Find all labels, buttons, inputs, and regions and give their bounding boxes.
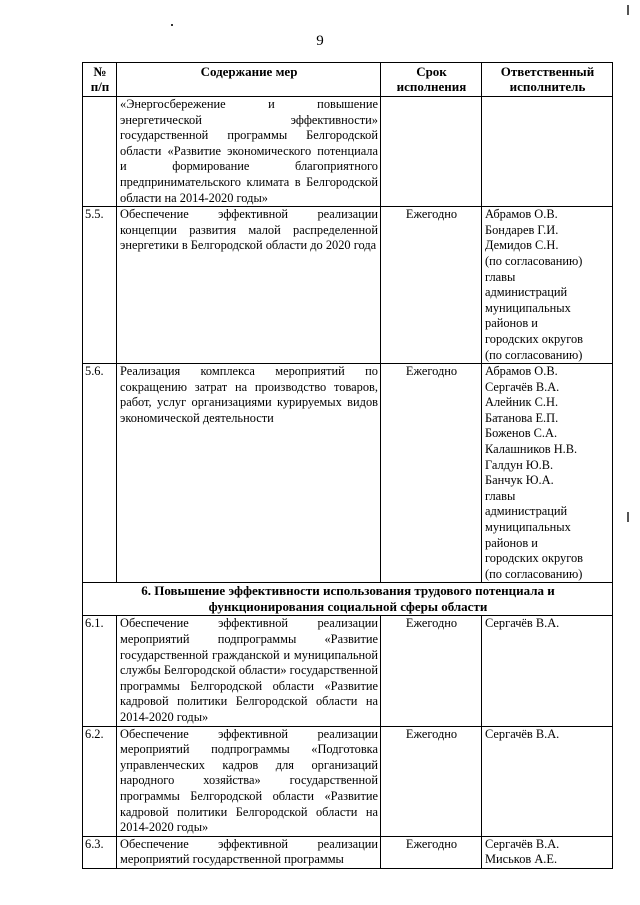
row-responsible [482,207,613,364]
row-term: Ежегодно [381,836,482,868]
responsible-person: (по согласованию) [485,347,583,362]
responsible-person: администраций [485,285,568,300]
responsible-person: Сергачёв В.А. [485,616,560,631]
header-num: № п/п [83,63,117,97]
header-term: Срок исполнения [381,63,482,97]
row-term: Ежегодно [381,207,482,364]
scan-speck [171,24,173,26]
row-responsible [482,364,613,583]
row-number: 6.3. [83,836,117,868]
responsible-person: городских округов [485,331,584,346]
row-content: «Энергосбережение и повышение энергетической эффективности» государственной программы Белгородской области «Развитие экономического потенциала и формирование благоприятного предпринимательского климата в Белгородской области на 2014-2020 годы» [117,97,381,207]
row-responsible [482,616,613,726]
row-number [83,97,117,207]
scan-edge-mark [627,5,629,15]
table-row [83,836,613,868]
table-row [83,364,613,583]
row-content: Реализация комплекса мероприятий по сокращению затрат на производство товаров, работ, услуг организациями курируемых видов экономической деятельности [117,364,381,583]
responsible-person: Сергачёв В.А. [485,726,560,741]
table-row [83,616,613,726]
row-term: Ежегодно [381,726,482,836]
responsible-person: Калашников Н.В. [485,442,578,457]
row-content: Обеспечение эффективной реализации мероприятий подпрограммы «Подготовка управленческих кадров для организаций народного хозяйства» государственной программы Белгородской области «Развитие кадровой политики Белгородской области на 2014-2020 годы» [117,726,381,836]
row-number: 5.5. [83,207,117,364]
header-content: Содержание мер [117,63,381,97]
table-row [83,207,613,364]
scan-edge-mark [627,512,629,522]
responsible-person: администраций [485,504,568,519]
responsible-person: Боженов С.А. [485,426,558,441]
responsible-person: Сергачёв В.А. [485,836,560,851]
row-number: 6.2. [83,726,117,836]
responsible-person: Абрамов О.В. [485,364,558,379]
responsible-person: Демидов С.Н. [485,238,559,253]
row-content: Обеспечение эффективной реализации мероприятий подпрограммы «Развитие государственной гражданской и муниципальной службы Белгородской области» государственной программы Белгородской области «Развитие кадровой политики Белгородской области на 2014-2020 годы» [117,616,381,726]
responsible-person: Батанова Е.П. [485,410,559,425]
responsible-person: Банчук Ю.А. [485,473,554,488]
responsible-person: городских округов [485,551,584,566]
row-responsible [482,97,613,207]
responsible-person: главы [485,269,516,284]
row-responsible [482,726,613,836]
row-term: Ежегодно [381,364,482,583]
row-number: 6.1. [83,616,117,726]
row-content: Обеспечение эффективной реализации мероприятий государственной программы [117,836,381,868]
responsible-person: (по согласованию) [485,253,583,268]
measures-table [82,62,613,869]
row-responsible [482,836,613,868]
responsible-person: (по согласованию) [485,566,583,581]
section-row [83,583,613,616]
responsible-person: Алейник С.Н. [485,395,559,410]
row-number: 5.6. [83,364,117,583]
responsible-person: Бондарев Г.И. [485,222,559,237]
responsible-person: Сергачёв В.А. [485,379,560,394]
responsible-person: районов и [485,535,538,550]
table-row [83,726,613,836]
header-responsible: Ответственный исполнитель [482,63,613,97]
section-title: 6. Повышение эффективности использования трудового потенциала и функционирования социальной сферы области [83,583,613,616]
responsible-person: главы [485,488,516,503]
page-number: 9 [316,33,324,49]
responsible-person: муниципальных [485,520,571,535]
row-term: Ежегодно [381,616,482,726]
table-header-row [83,63,613,97]
responsible-person: Абрамов О.В. [485,207,558,222]
responsible-person: районов и [485,316,538,331]
responsible-person: муниципальных [485,300,571,315]
row-term [381,97,482,207]
row-content: Обеспечение эффективной реализации концепции развития малой распределенной энергетики в Белгородской области до 2020 года [117,207,381,364]
responsible-person: Миськов А.Е. [485,852,558,867]
responsible-person: Галдун Ю.В. [485,457,554,472]
table-row [83,97,613,207]
